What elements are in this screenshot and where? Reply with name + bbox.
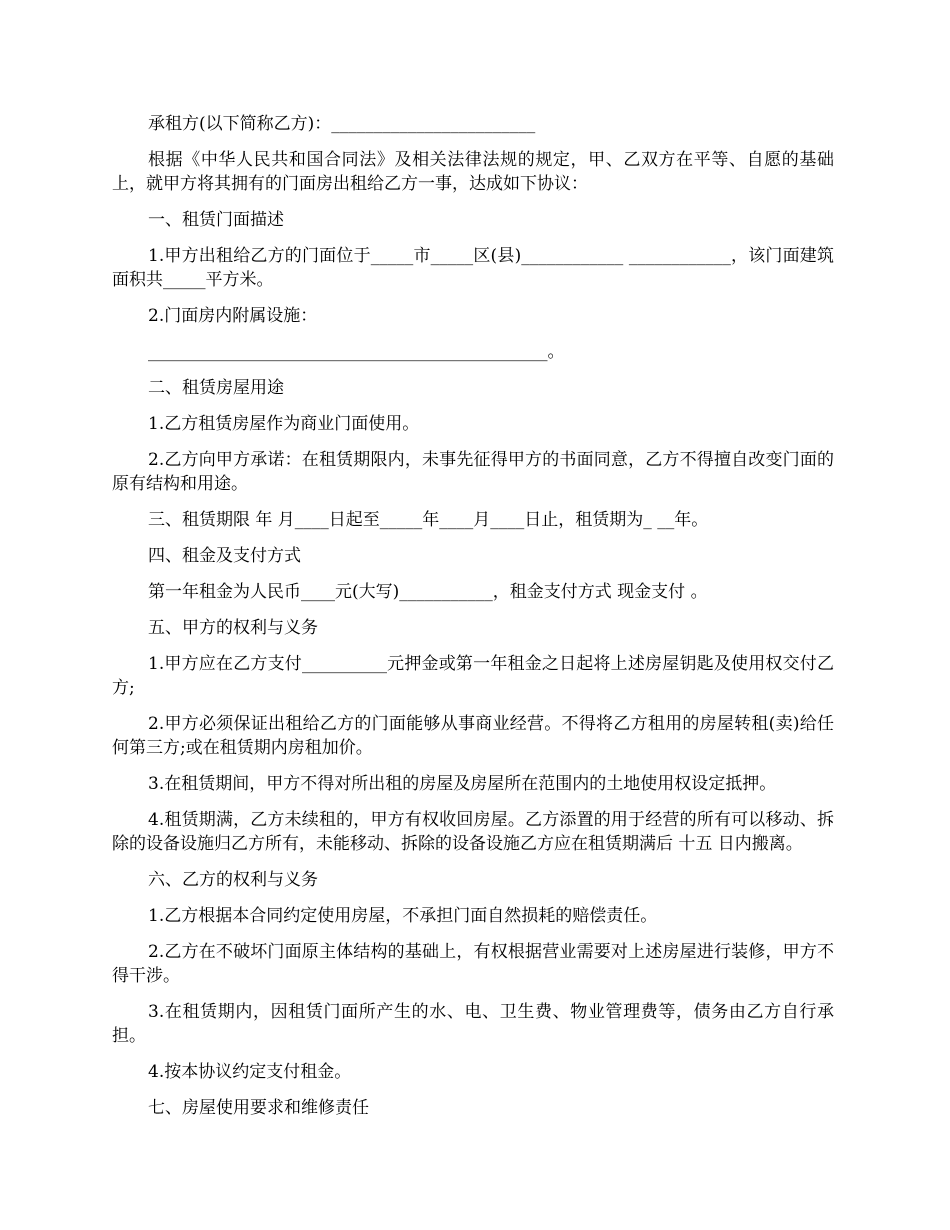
clause-6-3: 3.在租赁期内，因租赁门面所产生的水、电、卫生费、物业管理费等，债务由乙方自行承担。: [112, 1002, 834, 1046]
clause-6-1: 1.乙方根据本合同约定使用房屋，不承担门面自然损耗的赔偿责任。: [148, 906, 658, 926]
section-heading-3: 三、租赁期限 年 月____日起至_____年____月____日止，租赁期为_ __年。: [148, 510, 709, 530]
section-heading-5: 五、甲方的权利与义务: [148, 618, 318, 638]
section-heading-2: 二、租赁房屋用途: [148, 378, 284, 398]
clause-5-3: 3.在租赁期间，甲方不得对所出租的房屋及房屋所在范围内的土地使用权设定抵押。: [148, 774, 777, 794]
section-heading-1: 一、租赁门面描述: [148, 210, 284, 230]
clause-5-1: 1.甲方应在乙方支付__________元押金或第一年租金之日起将上述房屋钥匙及使用权交付乙方;: [112, 654, 834, 698]
clause-5-4: 4.租赁期满，乙方未续租的，甲方有权收回房屋。乙方添置的用于经营的所有可以移动、拆除的设备设施归乙方所有，未能移动、拆除的设备设施乙方应在租赁期满后 十五 日内搬离。: [112, 810, 834, 854]
clause-4-1: 第一年租金为人民币____元(大写)___________，租金支付方式 现金支付 。: [148, 582, 708, 602]
section-heading-6: 六、乙方的权利与义务: [148, 870, 318, 890]
clause-5-2: 2.甲方必须保证出租给乙方的门面能够从事商业经营。不得将乙方租用的房屋转租(卖)给任何第三方;或在租赁期内房租加价。: [112, 714, 834, 758]
section-heading-7: 七、房屋使用要求和维修责任: [148, 1098, 369, 1118]
lessee-line: 承租方(以下简称乙方)：________________________: [148, 114, 536, 134]
clause-1-2-blank: _______________________________________________。: [148, 342, 565, 362]
section-heading-4: 四、租金及支付方式: [148, 546, 301, 566]
document-body: [112, 112, 834, 1132]
clause-6-4: 4.按本协议约定支付租金。: [148, 1062, 352, 1082]
clause-1-2: 2.门面房内附属设施：: [148, 306, 318, 326]
clause-2-2: 2.乙方向甲方承诺：在租赁期限内，未事先征得甲方的书面同意，乙方不得擅自改变门面的原有结构和用途。: [112, 450, 834, 494]
clause-6-2: 2.乙方在不破坏门面原主体结构的基础上，有权根据营业需要对上述房屋进行装修，甲方不得干涉。: [112, 942, 834, 986]
clause-2-1: 1.乙方租赁房屋作为商业门面使用。: [148, 414, 420, 434]
clause-1-1: 1.甲方出租给乙方的门面位于_____市_____区(县)____________ ____________，该门面建筑面积共_____平方米。: [112, 246, 834, 290]
preamble-paragraph: 根据《中华人民共和国合同法》及相关法律法规的规定，甲、乙双方在平等、自愿的基础上，就甲方将其拥有的门面房出租给乙方一事，达成如下协议：: [112, 150, 834, 194]
